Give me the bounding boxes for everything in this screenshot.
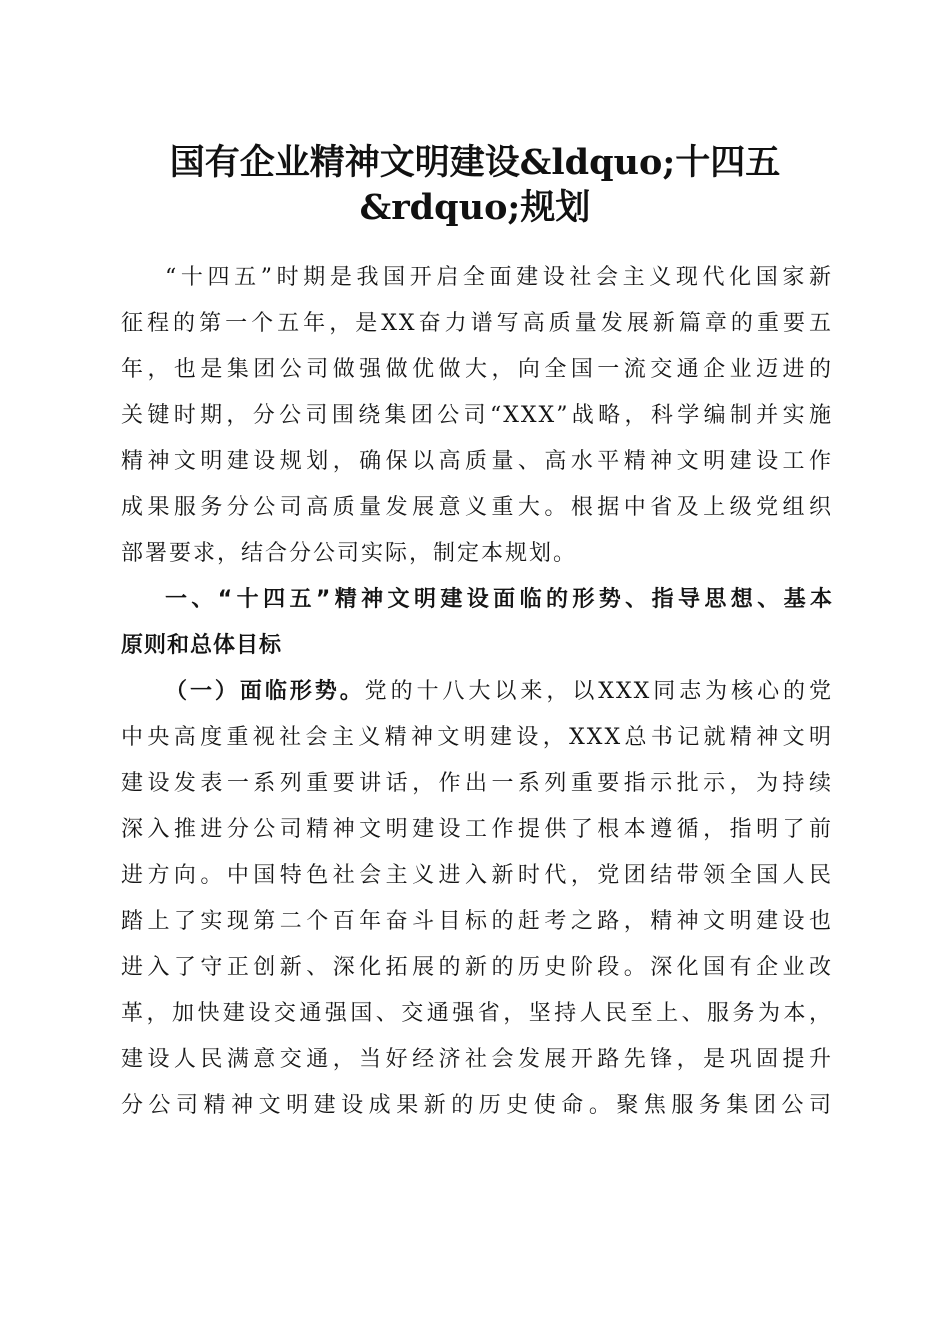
paragraph-2-line: 深入推进分公司精神文明建设工作提供了根本遵循，指明了前: [121, 817, 833, 842]
paragraph-2-line: 中央高度重视社会主义精神文明建设，XXX总书记就精神文明: [121, 725, 833, 750]
paragraph-2-line: 进入了守正创新、深化拓展的新的历史阶段。深化国有企业改: [121, 955, 833, 980]
paragraph-2-first-text: 党的十八大以来，以XXX同志为核心的党: [364, 679, 833, 704]
paragraph-1-line: 部署要求，结合分公司实际，制定本规划。: [121, 541, 578, 566]
paragraph-1-line: 年，也是集团公司做强做优做大，向全国一流交通企业迈进的: [121, 357, 833, 382]
paragraph-2-first-line: [121, 669, 833, 715]
paragraph-1-line: 关键时期，分公司围绕集团公司“XXX”战略，科学编制并实施: [121, 403, 833, 428]
paragraph-2-line: 分公司精神文明建设成果新的历史使命。聚焦服务集团公司: [121, 1093, 833, 1118]
document-body: [121, 255, 833, 1129]
section-heading-line: 原则和总体目标: [121, 633, 283, 658]
paragraph-1-line: 成果服务分公司高质量发展意义重大。根据中省及上级党组织: [121, 495, 833, 520]
paragraph-1-line: “十四五”时期是我国开启全面建设社会主义现代化国家新: [165, 265, 833, 290]
subheading: （一）面临形势。: [165, 679, 365, 704]
paragraph-1-line: 征程的第一个五年，是XX奋力谱写高质量发展新篇章的重要五: [121, 311, 833, 336]
paragraph-2-line: 进方向。中国特色社会主义进入新时代，党团结带领全国人民: [121, 863, 833, 888]
paragraph-1-line: 精神文明建设规划，确保以高质量、高水平精神文明建设工作: [121, 449, 833, 474]
paragraph-2-line: 建设发表一系列重要讲话，作出一系列重要指示批示，为持续: [121, 771, 833, 796]
document-title-line-1: 国有企业精神文明建设&ldquo;十四五: [169, 142, 781, 183]
section-heading-line: 一、“十四五”精神文明建设面临的形势、指导思想、基本: [165, 587, 833, 612]
paragraph-2-line: 踏上了实现第二个百年奋斗目标的赶考之路，精神文明建设也: [121, 909, 833, 934]
paragraph-2-line: 建设人民满意交通，当好经济社会发展开路先锋，是巩固提升: [121, 1047, 833, 1072]
paragraph-2-line: 革，加快建设交通强国、交通强省，坚持人民至上、服务为本，: [121, 1001, 833, 1026]
document-title-line-2: &rdquo;规划: [359, 187, 591, 228]
